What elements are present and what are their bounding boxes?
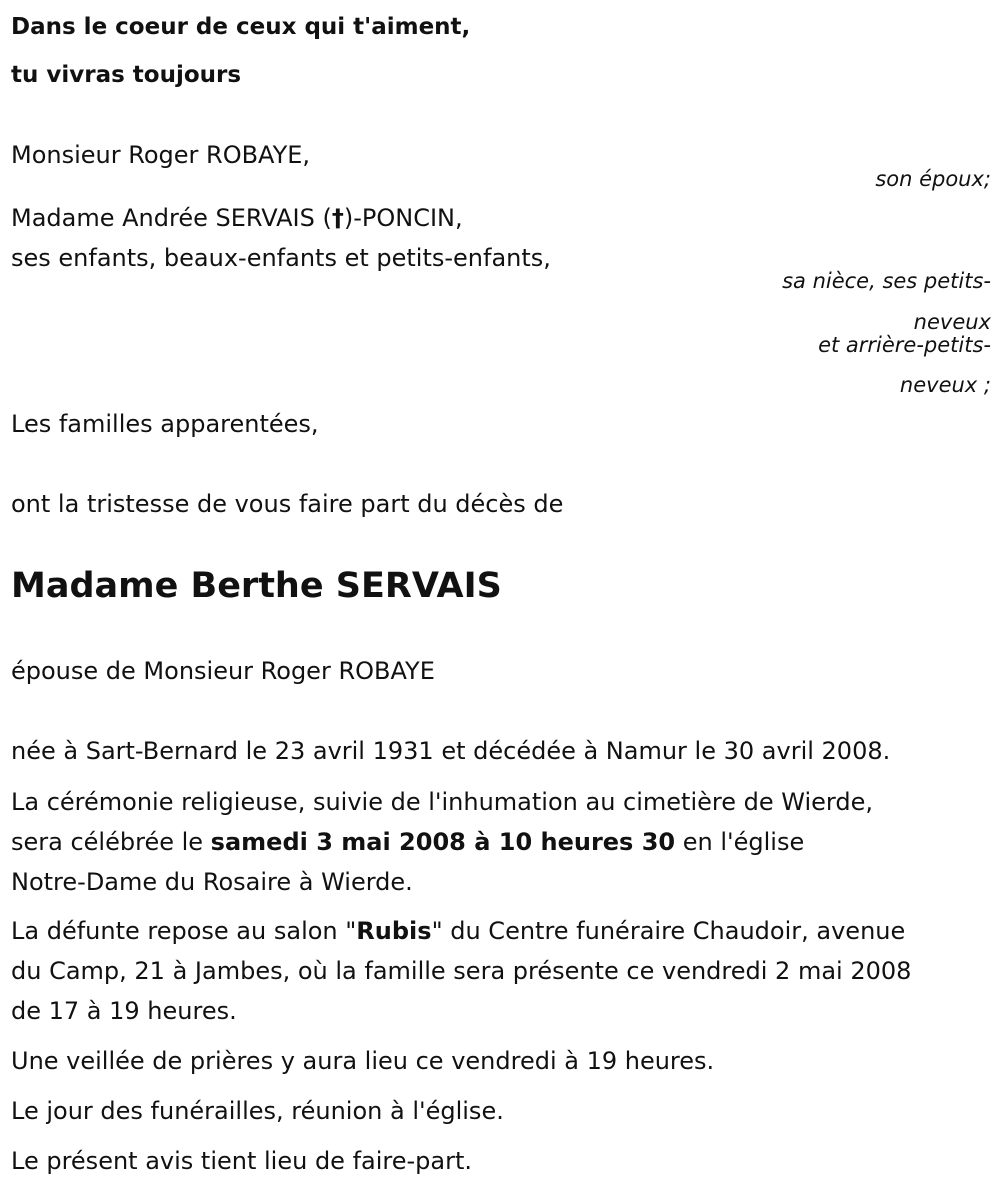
motto-line-1: Dans le coeur de ceux qui t'aiment,	[11, 14, 471, 40]
niece-role-line-4: neveux ;	[899, 373, 991, 397]
ceremony-line-1: La cérémonie religieuse, suivie de l'inhumation au cimetière de Wierde,	[11, 788, 873, 816]
sibling-prefix: Madame Andrée SERVAIS (	[11, 204, 332, 232]
relatives-line: Les familles apparentées,	[11, 410, 319, 438]
deceased-name: Madame Berthe SERVAIS	[11, 566, 502, 606]
sibling-line	[11, 203, 463, 233]
ceremony-date-time: samedi 3 mai 2008 à 10 heures 30	[210, 828, 676, 856]
niece-role-line-1: sa nièce, ses petits-	[782, 269, 991, 293]
spouse-name: Monsieur Roger ROBAYE,	[11, 141, 311, 169]
spouse-of-line: épouse de Monsieur Roger ROBAYE	[11, 657, 435, 685]
repose-pre: La défunte repose au salon "	[11, 917, 357, 945]
niece-role-line-2: neveux	[913, 310, 991, 334]
salon-name: Rubis	[356, 917, 432, 945]
repose-line-2: du Camp, 21 à Jambes, où la famille sera présente ce vendredi 2 mai 2008	[11, 957, 912, 985]
notice-line: Le présent avis tient lieu de faire-part.	[11, 1147, 473, 1175]
repose-line-3: de 17 à 19 heures.	[11, 997, 237, 1025]
ceremony-line-3: Notre-Dame du Rosaire à Wierde.	[11, 868, 413, 896]
funeral-day-line: Le jour des funérailles, réunion à l'église.	[11, 1097, 504, 1125]
ceremony-post: en l'église	[675, 828, 805, 856]
ceremony-line-2	[11, 827, 804, 857]
announcement-line: ont la tristesse de vous faire part du décès de	[11, 490, 564, 518]
ceremony-pre: sera célébrée le	[11, 828, 211, 856]
sibling-suffix: )-PONCIN,	[343, 204, 463, 232]
children-line: ses enfants, beaux-enfants et petits-enfants,	[11, 244, 551, 272]
vigil-line: Une veillée de prières y aura lieu ce vendredi à 19 heures.	[11, 1047, 715, 1075]
repose-line-1	[11, 916, 905, 946]
motto-line-2: tu vivras toujours	[11, 62, 242, 88]
repose-post: " du Centre funéraire Chaudoir, avenue	[431, 917, 906, 945]
cross-icon: †	[331, 204, 344, 232]
niece-role-line-3: et arrière-petits-	[818, 333, 991, 357]
birth-death-line: née à Sart-Bernard le 23 avril 1931 et décédée à Namur le 30 avril 2008.	[11, 737, 891, 765]
spouse-role: son époux;	[875, 167, 991, 191]
